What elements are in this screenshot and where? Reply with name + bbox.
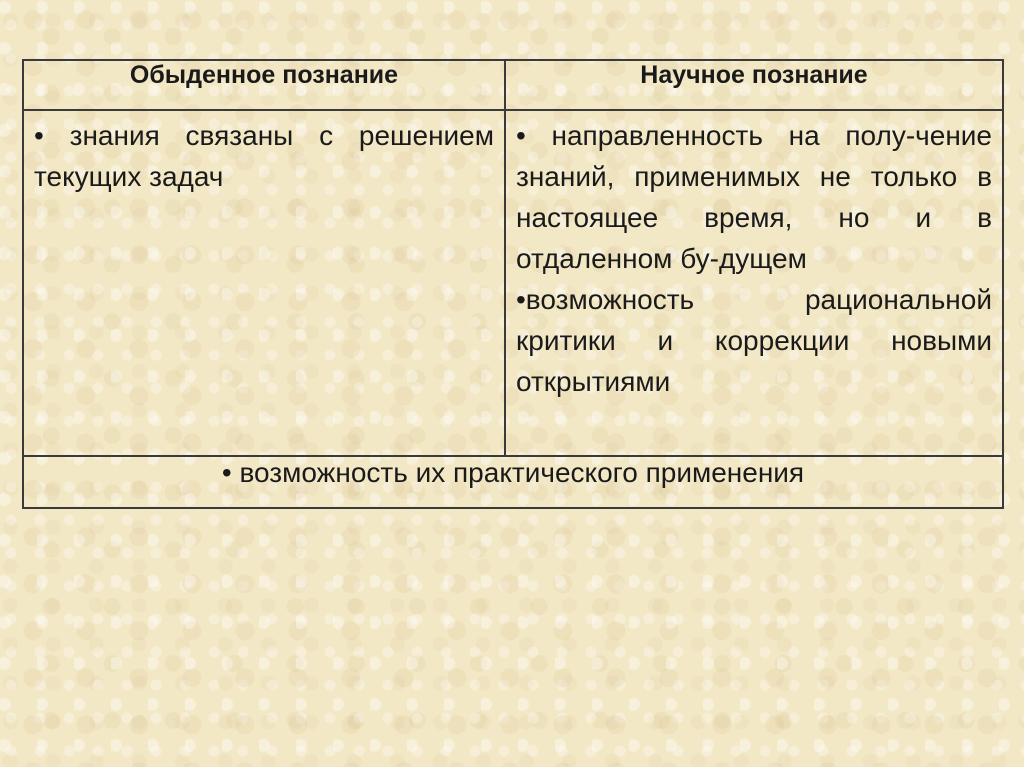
header-scientific-knowledge: Научное познание bbox=[505, 60, 1003, 110]
scientific-item: • направленность на полу-чение знаний, применимых не только в настоящее время, но и в отдаленном бу-дущем bbox=[516, 120, 992, 274]
header-everyday-knowledge: Обыденное познание bbox=[23, 60, 505, 110]
comparison-table bbox=[22, 59, 1004, 509]
everyday-knowledge-cell bbox=[23, 110, 505, 456]
common-feature-cell: • возможность их практического применения bbox=[23, 456, 1003, 508]
content-row bbox=[23, 110, 1003, 456]
everyday-item: • знания связаны с решением текущих задач bbox=[34, 120, 494, 192]
common-row bbox=[23, 456, 1003, 508]
scientific-knowledge-cell bbox=[505, 110, 1003, 456]
scientific-item: •возможность рациональной критики и коррекции новыми открытиями bbox=[516, 284, 992, 397]
header-row bbox=[23, 60, 1003, 110]
